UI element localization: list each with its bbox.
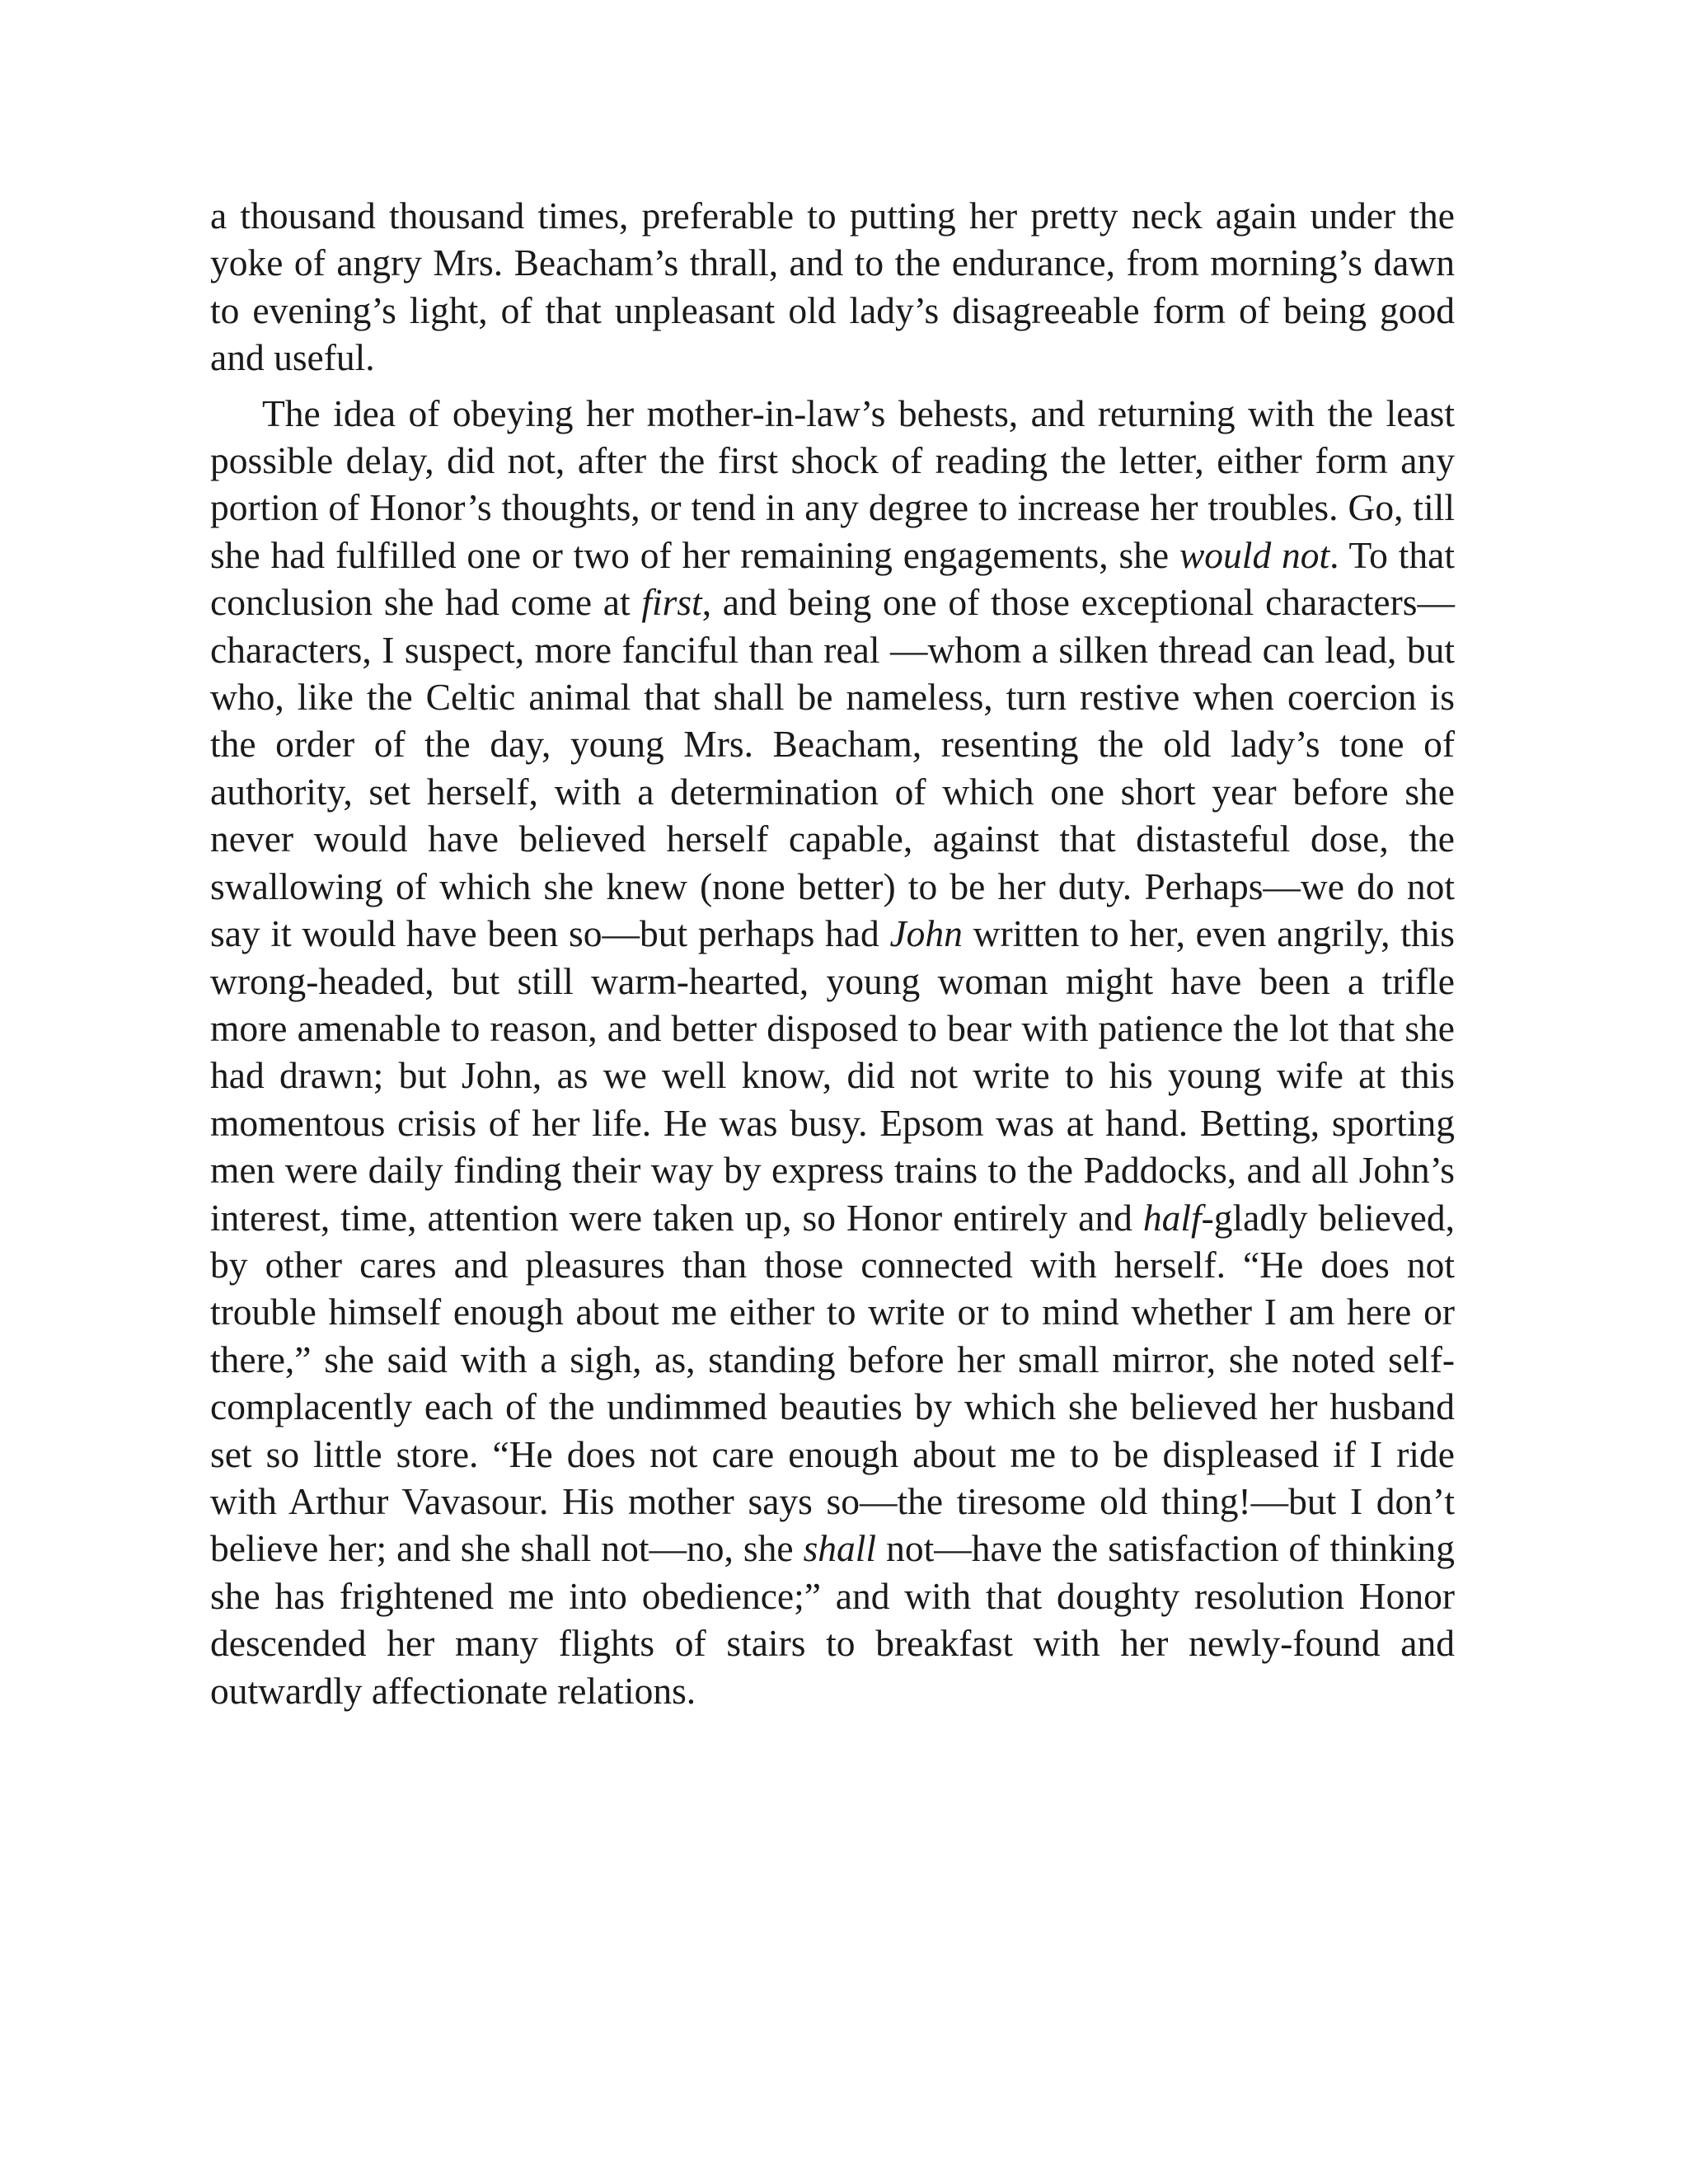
- italic-run: shall: [803, 1527, 877, 1570]
- text-run: written to her, even angrily, this wrong-headed, but still warm-hearted, young woman might have been a trifle more amenable to reason, and better disposed to bear with patience the lot that she had drawn; but John, as we well know, did not write to his young wife at this momentous crisis of her life. He was busy. Epsom was at hand. Betting, sporting men were daily finding their way by express trains to the Paddocks, and all John’s interest, time, attention were taken up, so Honor entirely and: [210, 912, 1455, 1239]
- paragraph-honor-decision: [210, 390, 1455, 1714]
- text-run: . To that conclusion she had come at: [210, 533, 1455, 624]
- text-run: , and being one of those exceptional characters—characters, I suspect, more fanciful than real —whom a silken thread can lead, but who, like the Celtic animal that shall be nameless, turn restive when coercion is the order of the day, young Mrs. Beacham, resenting the old lady’s tone of authority, set herself, with a determination of which one short year before she never would have believed herself capable, against that distasteful dose, the swallowing of which she knew (none better) to be her duty. Perhaps—we do not say it would have been so—but perhaps had: [210, 581, 1455, 955]
- paragraph-continued: [210, 192, 1455, 382]
- text-run: -gladly believed, by other cares and pleasures than those connected with herself. “He does not trouble himself enough about me either to write or to mind whether I am here or there,” she said with a sigh, as, standing before her small mirror, she noted self-complacently each of the undimmed beauties by which she believed her husband set so little store. “He does not care enough about me to be displeased if I ride with Arthur Vavasour. His mother says so—the tiresome old thing!—but I don’t believe her; and she shall not—no, she: [210, 1196, 1456, 1570]
- text-run: The idea of obeying her mother-in-law’s behests, and returning with the least possible delay, did not, after the first shock of reading the letter, either form any portion of Honor’s thoughts, or tend in any degree to increase her troubles. Go, till she had fulfilled one or two of her remaining engagements, she: [210, 391, 1455, 576]
- italic-run: John: [889, 912, 963, 955]
- page-body: [210, 192, 1455, 1714]
- text-run: not—have the satisfaction of thinking she has frightened me into obedience;” and with that doughty resolution Honor descended her many flights of stairs to breakfast with her newly-found and outwardly affectionate relations.: [210, 1527, 1455, 1712]
- italic-run: would not: [1179, 533, 1330, 576]
- text-run: a thousand thousand times, preferable to putting her pretty neck again under the yoke of angry Mrs. Beacham’s thrall, and to the endurance, from morning’s dawn to evening’s light, of that unpleasant old lady’s disagreeable form of being good and useful.: [210, 194, 1455, 379]
- italic-run: half: [1142, 1196, 1202, 1239]
- italic-run: first: [641, 581, 702, 624]
